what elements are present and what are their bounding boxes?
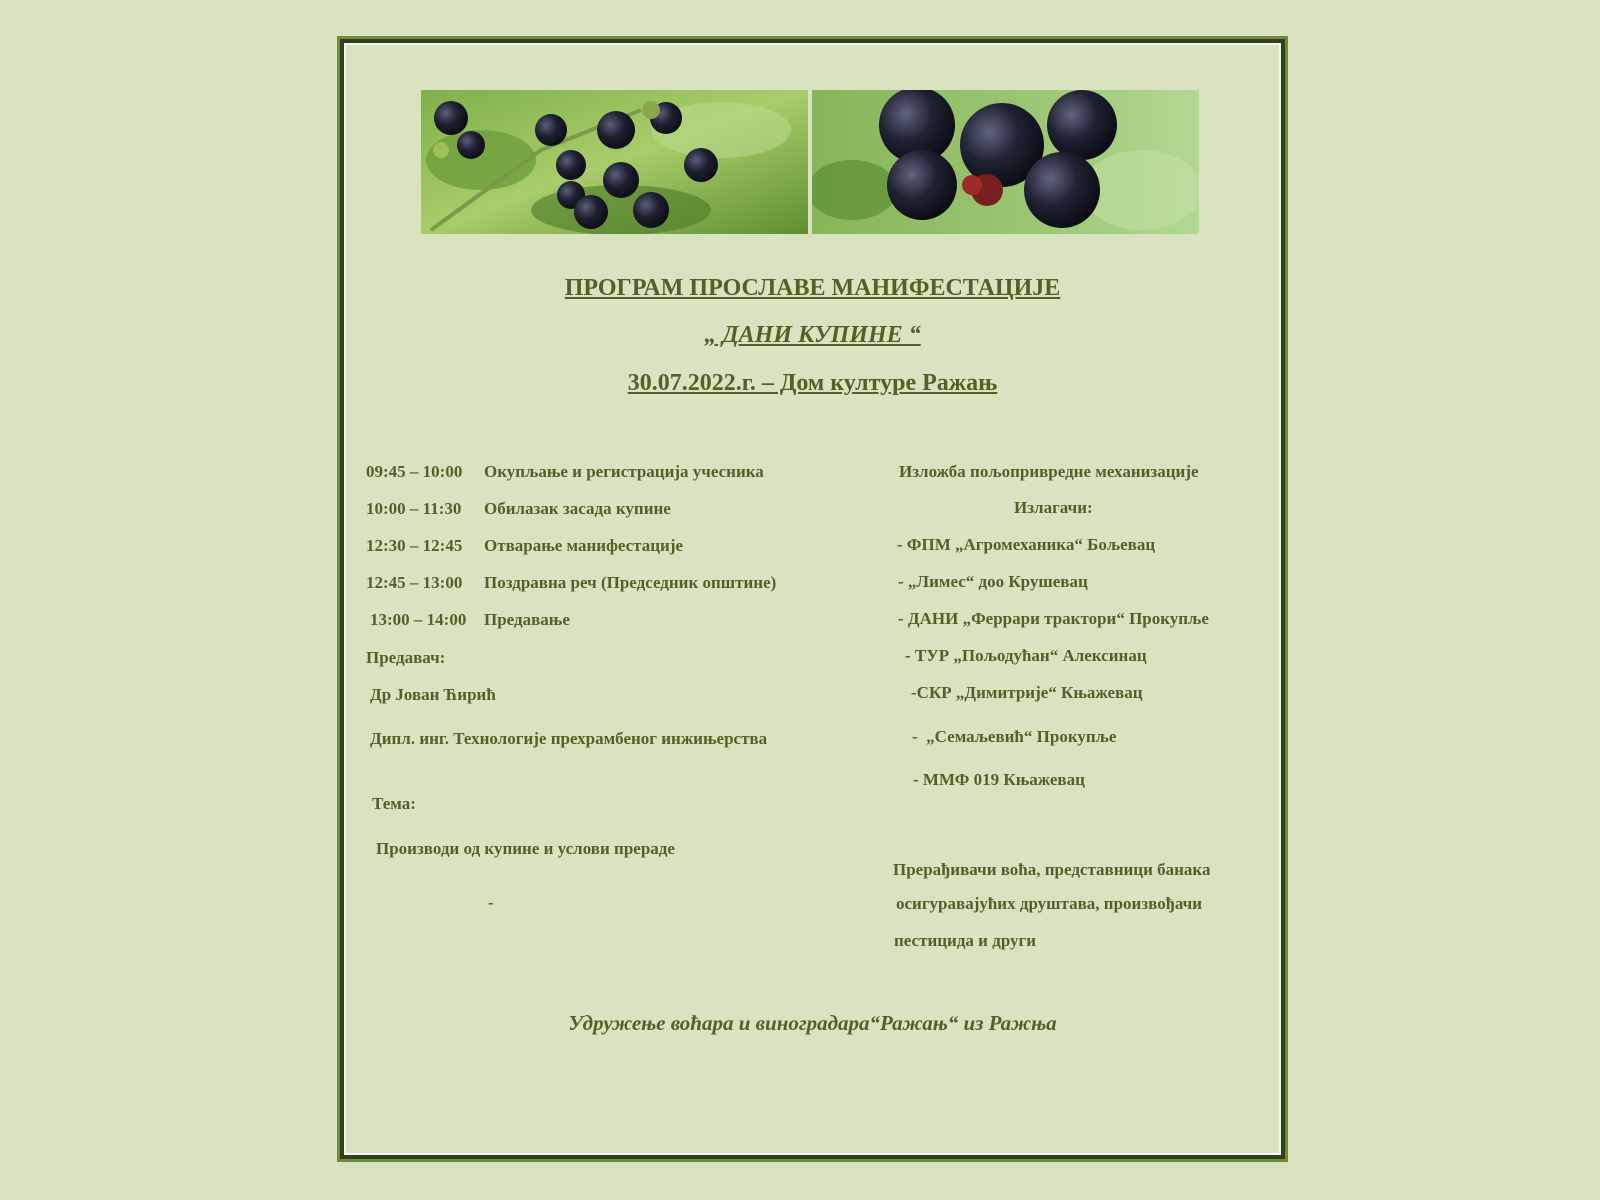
- schedule-activity-4: Поздравна реч (Председник општине): [484, 573, 777, 592]
- schedule-activity-5: Предавање: [484, 610, 570, 629]
- schedule-activity-1: Окупљање и регистрација учесника: [484, 462, 764, 481]
- exhibitor-5: -СКР „Димитрије“ Књажевац: [911, 683, 1143, 702]
- topic-dash: -: [488, 893, 494, 912]
- exhibitor-1: - ФПМ „Агромеханика“ Бољевац: [897, 535, 1156, 554]
- exhibition-title: Изложба пољопривредне механизације: [899, 462, 1199, 481]
- schedule-activity-2: Обилазак засада купине: [484, 499, 671, 518]
- others-line-3: пестицида и други: [894, 931, 1037, 950]
- document-page: [344, 43, 1281, 1155]
- schedule-time-3: 12:30 – 12:45: [366, 536, 463, 555]
- exhibitor-7: - ММФ 019 Књажевац: [913, 770, 1085, 789]
- exhibitor-6: - „Семаљевић“ Прокупље: [912, 727, 1117, 746]
- others-line-2: осигуравајућих друштава, произвођачи: [896, 894, 1203, 913]
- exhibitor-3: - ДАНИ „Феррари трактори“ Прокупље: [898, 609, 1209, 628]
- exhibitors-label: Излагачи:: [1014, 498, 1093, 517]
- topic-text: Производи од купине и услови прераде: [376, 839, 675, 858]
- lecturer-name: Др Јован Ћирић: [370, 685, 496, 704]
- blackberry-photo-left: [421, 90, 808, 234]
- exhibitor-2: - „Лимес“ доо Крушевац: [898, 572, 1088, 591]
- document-frame: [337, 36, 1288, 1162]
- program-title: ПРОГРАМ ПРОСЛАВЕ МАНИФЕСТАЦИЈЕ: [564, 275, 1061, 301]
- blackberry-photo-right: [812, 90, 1199, 234]
- schedule-time-2: 10:00 – 11:30: [366, 499, 462, 518]
- schedule-activity-3: Отварање манифестације: [484, 536, 684, 555]
- lecturer-label: Предавач:: [366, 648, 446, 667]
- schedule-time-5: 13:00 – 14:00: [370, 610, 467, 629]
- blackberry-photos: [421, 90, 1199, 234]
- topic-label: Тема:: [372, 794, 416, 813]
- organizer-signature: Удружење воћара и виноградара“Ражањ“ из Ражња: [568, 1011, 1057, 1035]
- exhibitor-4: - ТУР „Пољодућан“ Алексинац: [905, 646, 1147, 665]
- event-date-place: 30.07.2022.г. – Дом културе Ражањ: [627, 370, 998, 396]
- lecturer-title: Дипл. инг. Технологије прехрамбеног инжињерства: [370, 729, 768, 748]
- schedule-time-4: 12:45 – 13:00: [366, 573, 463, 592]
- schedule-time-1: 09:45 – 10:00: [366, 462, 463, 481]
- others-line-1: Прерађивачи воћа, представници банака: [893, 860, 1211, 879]
- event-name: „ ДАНИ КУПИНЕ “: [704, 322, 921, 348]
